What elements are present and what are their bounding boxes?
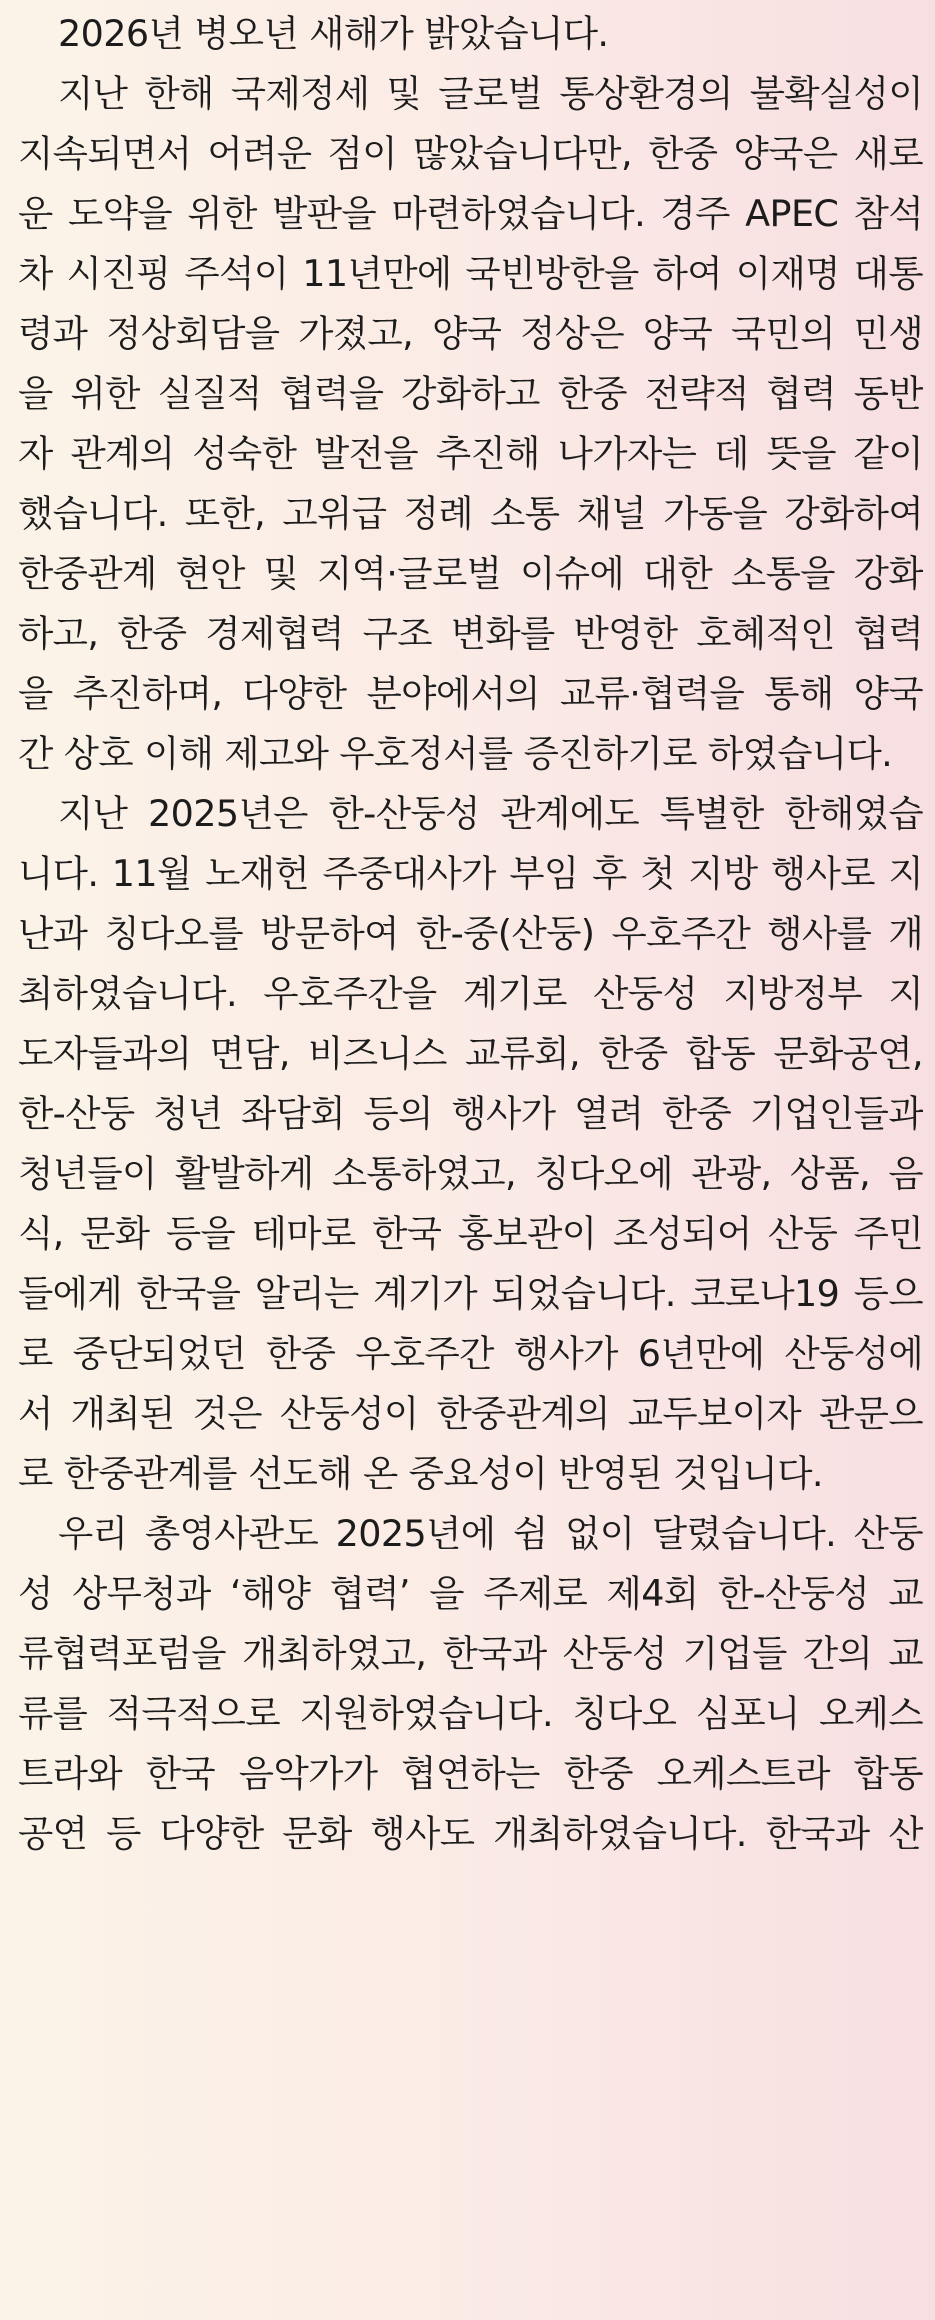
text-line: 공연 등 다양한 문화 행사도 개최하였습니다. 한국과 산 [18, 1812, 923, 1855]
text-line: 류를 적극적으로 지원하였습니다. 칭다오 심포니 오케스 [18, 1692, 923, 1735]
text-line: 로 중단되었던 한중 우호주간 행사가 6년만에 산둥성에 [18, 1332, 923, 1375]
text-line: 운 도약을 위한 발판을 마련하였습니다. 경주 APEC 참석 [18, 192, 923, 235]
text-line: 트라와 한국 음악가가 협연하는 한중 오케스트라 합동 [18, 1752, 923, 1795]
text-line: 최하였습니다. 우호주간을 계기로 산둥성 지방정부 지 [18, 972, 923, 1015]
text-line: 한중관계 현안 및 지역·글로벌 이슈에 대한 소통을 강화 [18, 552, 923, 595]
text-line: 들에게 한국을 알리는 계기가 되었습니다. 코로나19 등으 [18, 1272, 923, 1315]
text-line: 한-산둥 청년 좌담회 등의 행사가 열려 한중 기업인들과 [18, 1092, 923, 1135]
text-line: 난과 칭다오를 방문하여 한-중(산둥) 우호주간 행사를 개 [18, 912, 923, 955]
text-line: 자 관계의 성숙한 발전을 추진해 나가자는 데 뜻을 같이 [18, 432, 923, 475]
text-line: 도자들과의 면담, 비즈니스 교류회, 한중 합동 문화공연, [18, 1032, 923, 1075]
text-line: 2026년 병오년 새해가 밝았습니다. [58, 12, 609, 55]
text-line: 령과 정상회담을 가졌고, 양국 정상은 양국 국민의 민생 [18, 312, 923, 355]
text-line: 하고, 한중 경제협력 구조 변화를 반영한 호혜적인 협력 [18, 612, 923, 655]
text-line: 니다. 11월 노재헌 주중대사가 부임 후 첫 지방 행사로 지 [18, 852, 923, 895]
new-year-message [18, 0, 923, 1864]
text-line: 차 시진핑 주석이 11년만에 국빈방한을 하여 이재명 대통 [18, 252, 923, 295]
text-line: 지속되면서 어려운 점이 많았습니다만, 한중 양국은 새로 [18, 132, 923, 175]
text-line: 청년들이 활발하게 소통하였고, 칭다오에 관광, 상품, 음 [18, 1152, 923, 1195]
text-line: 류협력포럼을 개최하였고, 한국과 산둥성 기업들 간의 교 [18, 1632, 923, 1675]
text-line: 을 위한 실질적 협력을 강화하고 한중 전략적 협력 동반 [18, 372, 923, 415]
text-line: 지난 2025년은 한-산둥성 관계에도 특별한 한해였습 [58, 792, 923, 835]
text-line: 했습니다. 또한, 고위급 정례 소통 채널 가동을 강화하여 [18, 492, 923, 535]
text-line: 서 개최된 것은 산둥성이 한중관계의 교두보이자 관문으 [18, 1392, 923, 1435]
text-line: 로 한중관계를 선도해 온 중요성이 반영된 것입니다. [18, 1452, 823, 1495]
text-line: 우리 총영사관도 2025년에 쉼 없이 달렸습니다. 산둥 [58, 1512, 923, 1555]
text-line: 간 상호 이해 제고와 우호정서를 증진하기로 하였습니다. [18, 732, 893, 775]
text-line: 성 상무청과 ‘해양 협력’ 을 주제로 제4회 한-산둥성 교 [18, 1572, 923, 1615]
text-line: 지난 한해 국제정세 및 글로벌 통상환경의 불확실성이 [58, 72, 923, 115]
text-line: 을 추진하며, 다양한 분야에서의 교류·협력을 통해 양국 [18, 672, 923, 715]
text-line: 식, 문화 등을 테마로 한국 홍보관이 조성되어 산둥 주민 [18, 1212, 923, 1255]
